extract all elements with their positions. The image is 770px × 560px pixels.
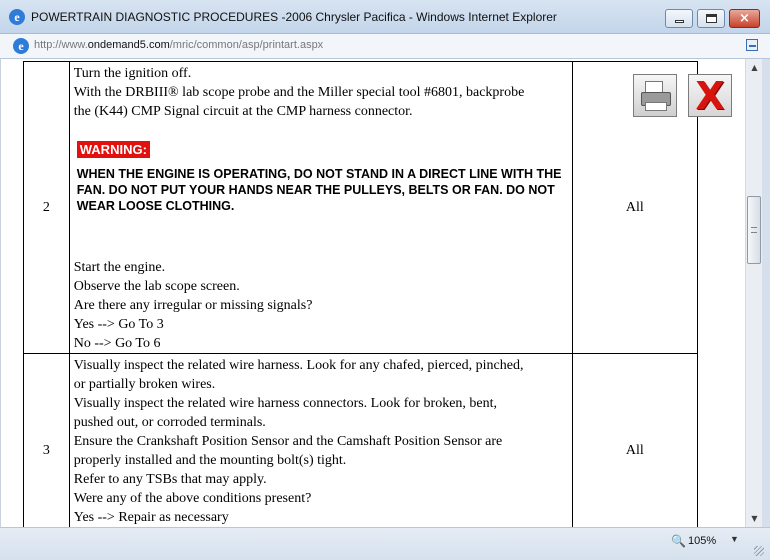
title-bar[interactable] bbox=[0, 0, 770, 34]
zoom-icon[interactable]: 🔍 bbox=[671, 534, 686, 548]
maximize-button[interactable] bbox=[697, 9, 725, 28]
close-window-button[interactable] bbox=[729, 9, 760, 28]
minimize-icon bbox=[675, 20, 684, 23]
procedure-table bbox=[23, 61, 698, 547]
url-field[interactable] bbox=[34, 39, 323, 51]
instruction-line: Yes --> Repair as necessary bbox=[73, 510, 229, 525]
step-result: All bbox=[572, 354, 697, 547]
instruction-line: Are there any irregular or missing signals? bbox=[73, 298, 313, 313]
url-host: ondemand5.com bbox=[87, 39, 170, 51]
warning-label: WARNING: bbox=[77, 141, 150, 158]
close-page-icon[interactable]: X bbox=[688, 74, 732, 117]
vertical-scrollbar[interactable] bbox=[745, 59, 762, 527]
instruction-line: Ensure the Crankshaft Position Sensor and the Camshaft Position Sensor are bbox=[73, 434, 503, 449]
warning-block bbox=[77, 141, 568, 214]
table-row bbox=[24, 62, 698, 354]
page-content[interactable] bbox=[0, 59, 745, 527]
step-result: All bbox=[572, 62, 697, 354]
maximize-icon bbox=[706, 14, 717, 23]
instruction-line: Visually inspect the related wire harness. Look for any chafed, pierced, pinched, bbox=[73, 358, 524, 373]
warning-text: WHEN THE ENGINE IS OPERATING, DO NOT STAND IN A DIRECT LINE WITH THE FAN. DO NOT PUT YOUR HANDS NEAR THE PULLEYS, BELTS OR FAN. DO NOT WEAR LOOSE CLOTHING. bbox=[76, 167, 562, 213]
instruction-line: Start the engine. bbox=[73, 260, 166, 275]
instruction-line: Refer to any TSBs that may apply. bbox=[73, 472, 267, 487]
instruction-line: properly installed and the mounting bolt(s) tight. bbox=[73, 453, 347, 468]
address-bar[interactable] bbox=[0, 34, 770, 59]
status-bar bbox=[0, 527, 770, 560]
close-icon: × bbox=[739, 11, 750, 26]
minimize-button[interactable] bbox=[665, 9, 693, 28]
window-title: POWERTRAIN DIAGNOSTIC PROCEDURES -2006 Chrysler Pacifica - Windows Internet Explorer bbox=[31, 10, 557, 24]
instruction-line: No --> Go To 6 bbox=[73, 336, 161, 351]
instruction-line: Visually inspect the related wire harness connectors. Look for broken, bent, bbox=[73, 396, 498, 411]
scroll-thumb[interactable] bbox=[747, 196, 761, 264]
window-border bbox=[762, 59, 770, 527]
url-path: /mric/common/asp/printart.aspx bbox=[169, 39, 324, 51]
step-number: 3 bbox=[24, 354, 70, 547]
instruction-line: the (K44) CMP Signal circuit at the CMP harness connector. bbox=[73, 104, 413, 119]
instruction-line: pushed out, or corroded terminals. bbox=[73, 415, 266, 430]
compatibility-view-icon[interactable] bbox=[746, 39, 758, 51]
step-number: 2 bbox=[24, 62, 70, 354]
instruction-line: Were any of the above conditions present? bbox=[73, 491, 312, 506]
chevron-down-icon[interactable]: ▼ bbox=[730, 534, 739, 544]
instruction-line: Turn the ignition off. bbox=[73, 66, 192, 81]
instruction-line: Observe the lab scope screen. bbox=[73, 279, 240, 294]
table-row bbox=[24, 354, 698, 547]
grip-icon bbox=[751, 227, 757, 233]
scroll-down-arrow-icon[interactable]: ▼ bbox=[751, 514, 758, 523]
step-instructions bbox=[69, 354, 572, 547]
ie-icon: e bbox=[9, 9, 25, 25]
url-prefix: http://www. bbox=[34, 39, 88, 51]
resize-grip-icon[interactable] bbox=[754, 546, 764, 556]
instruction-line: or partially broken wires. bbox=[73, 377, 216, 392]
instruction-line: With the DRBIII® lab scope probe and the Miller special tool #6801, backprobe bbox=[73, 85, 525, 100]
scroll-up-arrow-icon[interactable]: ▲ bbox=[751, 63, 758, 72]
zoom-level[interactable]: 105% bbox=[688, 535, 717, 547]
instruction-line: Yes --> Go To 3 bbox=[73, 317, 164, 332]
page-icon: e bbox=[13, 38, 29, 54]
step-instructions bbox=[69, 62, 572, 354]
printer-icon[interactable] bbox=[633, 74, 677, 117]
